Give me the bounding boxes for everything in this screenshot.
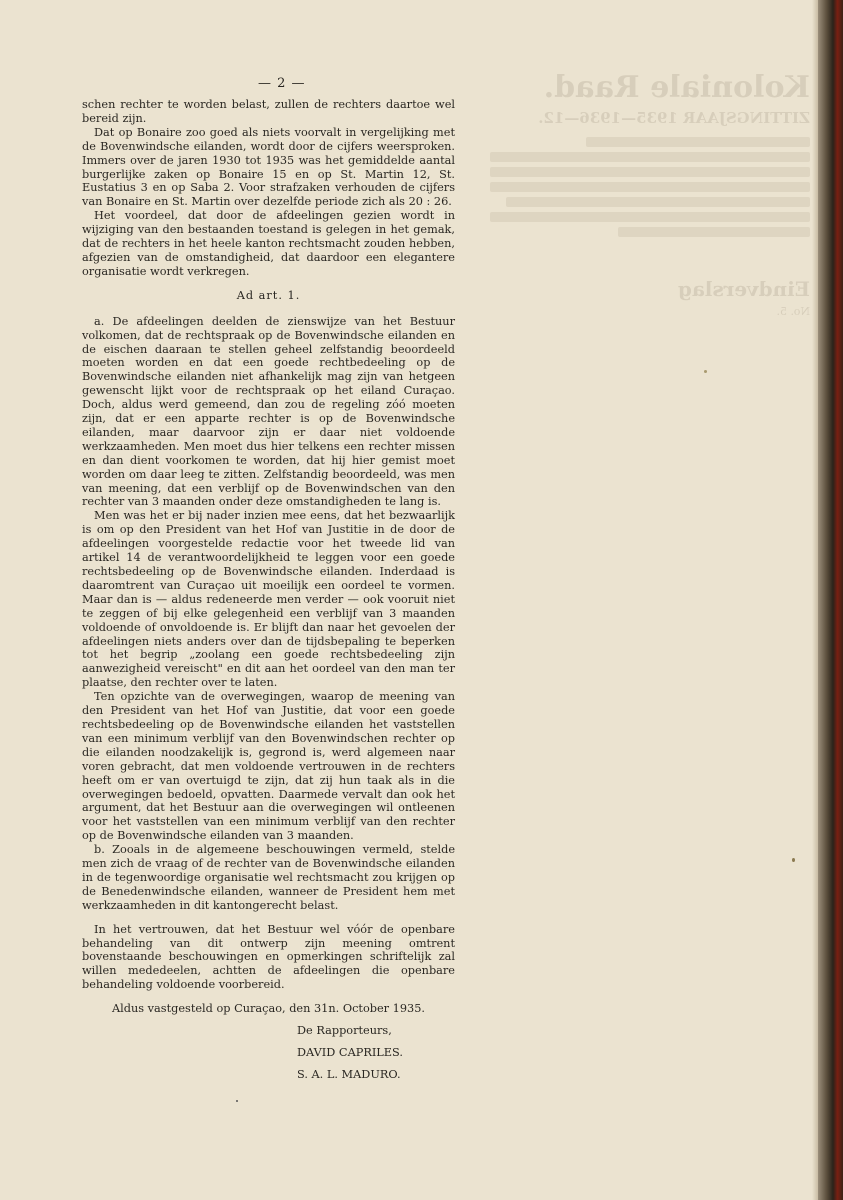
ghost-subtitle: ZITTINGSJAAR 1935—1936—12.	[538, 109, 810, 127]
ghost-lines	[490, 137, 810, 237]
paragraph-closing: In het vertrouwen, dat het Bestuur wel vóór de openbare behandeling van dit ontwerp zijn meening omtrent bovenstaande beschouwingen en opmerkingen schriftelijk zal willen mededeelen, achtten de afdeelingen die openbare behandeling voldoende voorbereid.	[82, 922, 455, 992]
paragraph: Dat op Bonaire zoo goed als niets voorvalt in vergelijking met de Bovenwindsche eilanden, wordt door de cijfers weersproken. Immers over de jaren 1930 tot 1935 was het gemiddelde aantal burgerlijke zaken op Bonaire 15 en op St. Martin 12, St. Eustatius 3 en op Saba 2. Voor strafzaken verhouden de cijfers van Bonaire en St. Martin over dezelfde periode zich als 20 : 26.	[82, 125, 455, 209]
ghost-number: No. 5.	[776, 305, 810, 318]
book-binding	[818, 0, 843, 1200]
place-date: Aldus vastgesteld op Curaçao, den 31n. October 1935.	[111, 1002, 425, 1016]
paper-speck	[236, 1100, 238, 1102]
paragraph: schen rechter te worden belast, zullen de rechters daartoe wel bereid zijn.	[82, 98, 455, 125]
paragraph-a: a. De afdeelingen deelden de zienswijze van het Bestuur volkomen, dat de rechtspraak op de Bovenwindsche eilanden en de eischen daaraan te stellen geheel zelfstandig beoordeeld moeten worden en dat een goede rechtbedeeling op de Bovenwindsche eilanden niet afhankelijk mag zijn van hetgeen gewenscht lijkt voor de rechtspraak op het eiland Curaçao. Doch, aldus werd gemeend, dan zou de regeling zóó moeten zijn, dat er een apparte rechter is op de Bovenwindsche eilanden, maar daarvoor zijn er daar niet voldoende werkzaamheden. Men moet dus hier telkens een rechter missen en dan dient voorkomen te worden, dat hij hier gemist moet worden om daar leeg te zitten. Zelfstandig beoordeeld, was men van meening, dat een verblijf op de Bovenwindschen van den rechter van 3 maanden onder deze omstandigheden te lang is.	[82, 314, 455, 509]
paragraph-b: b. Zooals in de algemeene beschouwingen vermeld, stelde men zich de vraag of de rechter van de Bovenwindsche eilanden in de tegenwoordige organisatie wel rechtsmacht zou krijgen op de Benedenwindsche eilanden, wanneer de President hem met werkzaamheden in dit kantongerecht belast.	[82, 843, 455, 912]
paper-speck	[792, 858, 795, 862]
ghost-title: Koloniale Raad.	[543, 70, 810, 105]
body-text	[82, 98, 455, 1082]
ghost-heading: Eindverslag	[677, 277, 810, 301]
paragraph: Ten opzichte van de overwegingen, waarop de meening van den President van het Hof van Justitie, dat voor een goede rechtsbedeeling op de Bovenwindsche eilanden het vaststellen van een minimum verblijf van den Bovenwindschen rechter op die eilanden noodzakelijk is, gegrond is, werd algemeen naar voren gebracht, dat men voldoende vertrouwen in de rechters heeft om er van overtuigd te zijn, dat zij hun taak als in die overwegingen bedoeld, opvatten. Daarmede vervalt dan ook het argument, dat het Bestuur aan die overwegingen wil ontleenen voor het vaststellen van een minimum verblijf van den rechter op de Bovenwindsche eilanden van 3 maanden.	[82, 690, 455, 843]
section-heading: Ad art. 1.	[236, 288, 301, 302]
signatory-name: DAVID CAPRILES.	[297, 1046, 403, 1059]
bleed-through-text	[490, 70, 810, 318]
rapporteurs-title: De Rapporteurs,	[297, 1024, 392, 1038]
paragraph: Het voordeel, dat door de afdeelingen gezien wordt in wijziging van den bestaanden toestand is gelegen in het gemak, dat de rechters in het heele kanton rechtsmacht zouden hebben, afgezien van de omstandigheid, dat daardoor een elegantere organisatie wordt verkregen.	[82, 209, 455, 278]
page-number: — 2 —	[258, 76, 306, 91]
paper-speck	[704, 370, 707, 373]
signatory-name: S. A. L. MADURO.	[297, 1067, 401, 1081]
paragraph: Men was het er bij nader inzien mee eens, dat het bezwaarlijk is om op den President van het Hof van Justitie in de door de afdeelingen voorgestelde redactie voor het tweede lid van artikel 14 de verantwoordelijkheid te leggen voor een goede rechtsbedeeling op de Bovenwindsche eilanden. Inderdaad is daaromtrent van Curaçao uit moeilijk een oordeel te vormen. Maar dan is — aldus redeneerde men verder — ook vooruit niet te zeggen of bij elke gelegenheid een verblijf van 3 maanden voldoende of onvoldoende is. Er blijft dan naar het gevoelen der afdeelingen niets anders over dan de tijdsbepaling te beperken tot het begrip „zoolang een goede rechtsbedeeling zijn aanwezigheid vereischt" en dit aan het oordeel van den man ter plaatse, den rechter over te laten.	[82, 509, 455, 690]
